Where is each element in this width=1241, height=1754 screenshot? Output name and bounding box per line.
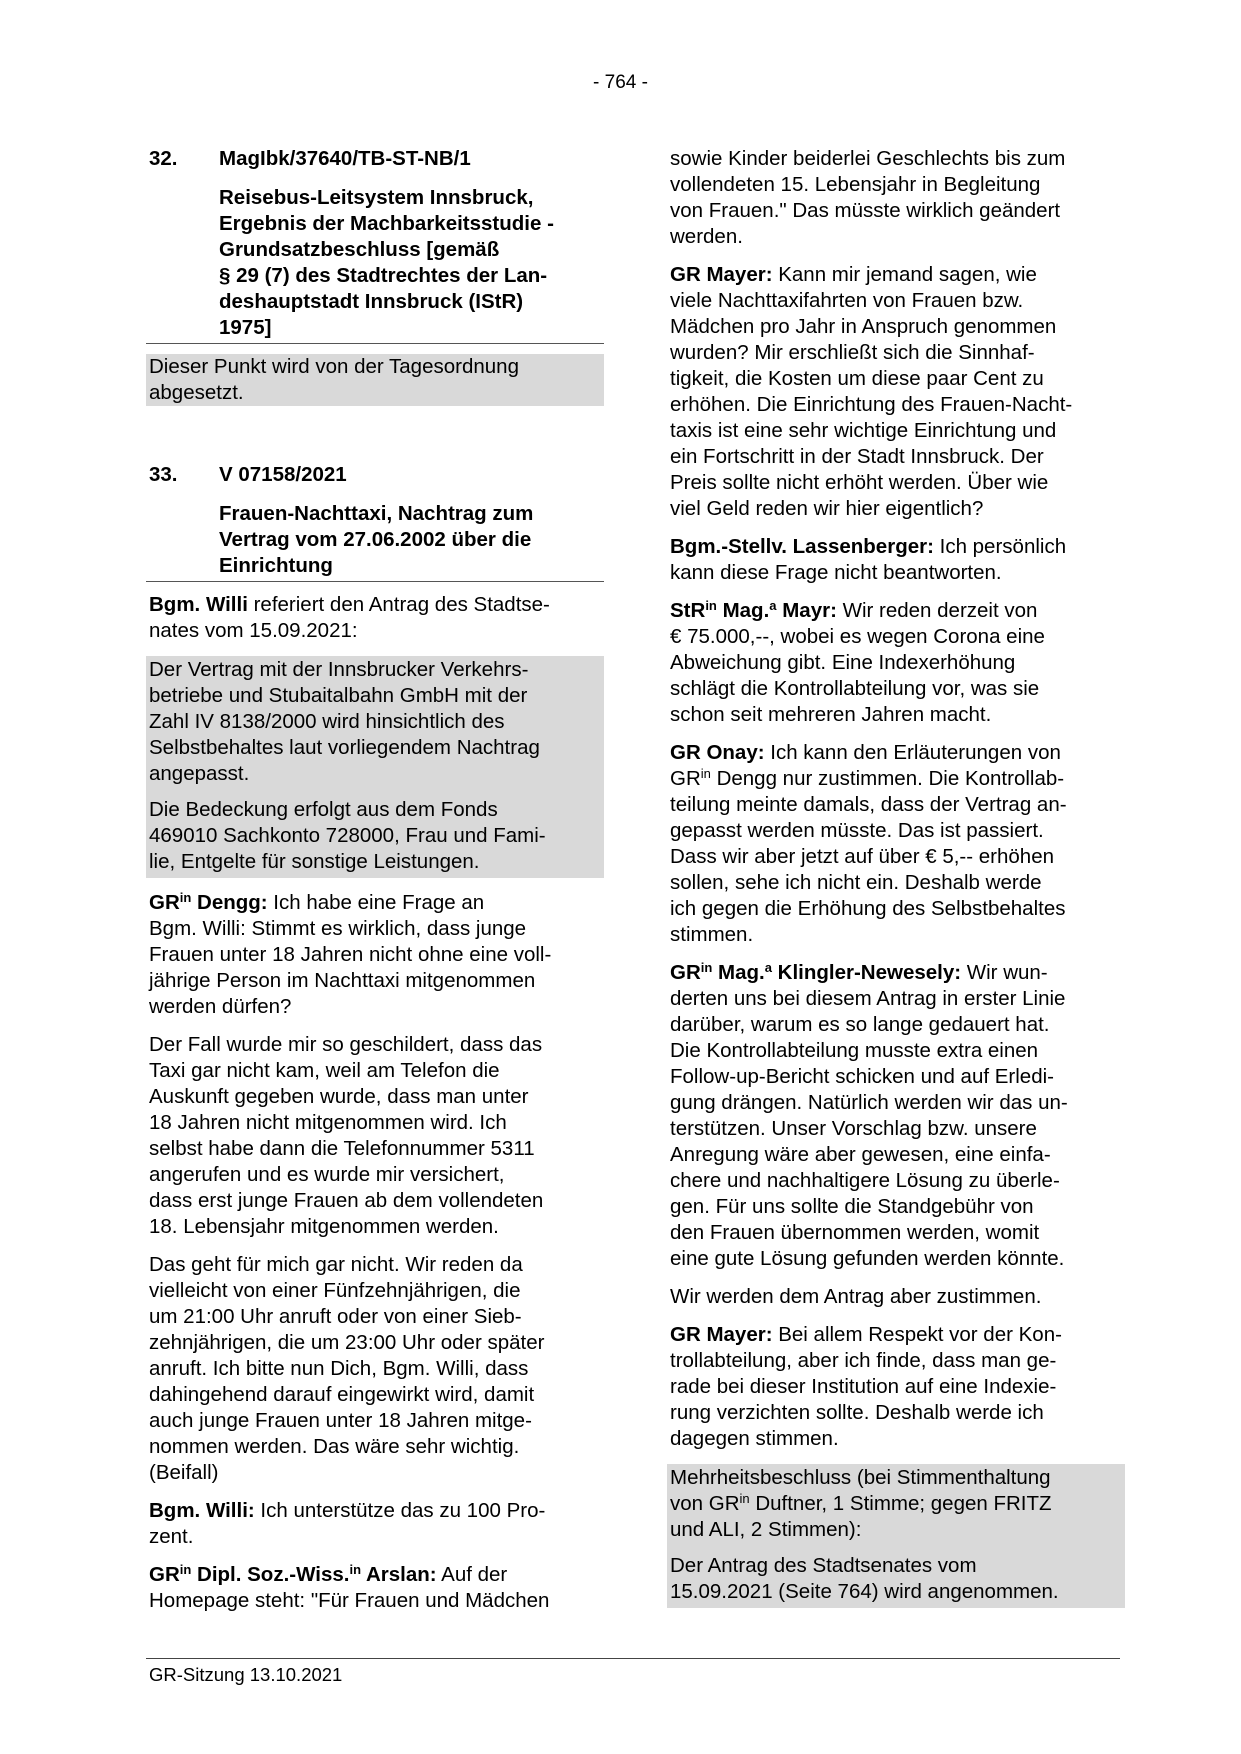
title-line: 1975] xyxy=(219,316,272,339)
title-line: Grundsatzbeschluss [gemäß xyxy=(219,238,500,261)
text-line: Auskunft gegeben wurde, dass man unter xyxy=(149,1085,529,1108)
paragraph xyxy=(146,1032,604,1240)
text-line: nates vom 15.09.2021: xyxy=(149,619,358,642)
text-line: Frauen unter 18 Jahren nicht ohne eine voll- xyxy=(149,943,552,966)
agenda-item-33-header xyxy=(146,462,604,488)
text-line: Taxi gar nicht kam, weil am Telefon die xyxy=(149,1059,500,1082)
title-line: Reisebus-Leitsystem Innsbruck, xyxy=(219,186,534,209)
text-line: den Frauen übernommen werden, womit xyxy=(670,1221,1040,1244)
text-line: viele Nachttaxifahrten von Frauen bzw. xyxy=(670,289,1024,312)
text-line: vollendeten 15. Lebensjahr in Begleitung xyxy=(670,173,1041,196)
text-line: $GR^{in}$ Dengg nur zustimmen. Die Kontrollab- xyxy=(670,765,1065,790)
vote-paragraph xyxy=(667,1464,1125,1552)
speaker-name: $GR^{in}$ Mag.$^a$ Klingler-Newesely: xyxy=(670,959,962,984)
speaker-name: StR$^{in}$ Mag.$^a$ Mayr: xyxy=(670,597,837,622)
agenda-item-33-title xyxy=(146,501,604,582)
text-line: gung drängen. Natürlich werden wir das un- xyxy=(670,1091,1068,1114)
paragraph-mayer xyxy=(667,262,1125,522)
text-line: Mehrheitsbeschluss (bei Stimmenthaltung xyxy=(670,1466,1051,1489)
text-line: Der Antrag des Stadtsenates vom xyxy=(670,1554,977,1577)
text-line: terstützen. Unser Vorschlag bzw. unsere xyxy=(670,1117,1037,1140)
text-line: Die Bedeckung erfolgt aus dem Fonds xyxy=(149,798,498,821)
agenda-item-32-title xyxy=(146,185,604,344)
paragraph-dengg xyxy=(146,890,604,1020)
text-line: Bei allem Respekt vor der Kon- xyxy=(772,1323,1062,1346)
text-line: Die Kontrollabteilung musste extra einen xyxy=(670,1039,1039,1062)
text-line: Zahl IV 8138/2000 wird hinsichtlich des xyxy=(149,710,505,733)
text-line: Ich persönlich xyxy=(933,535,1067,558)
paragraph-mayer-2 xyxy=(667,1322,1125,1452)
text-line: betriebe und Stubaitalbahn GmbH mit der xyxy=(149,684,528,707)
text-line: teilung meinte damals, dass der Vertrag an- xyxy=(670,793,1067,816)
text-line: Preis sollte nicht erhöht werden. Über wie xyxy=(670,471,1049,494)
text-line: sollen, sehe ich nicht ein. Deshalb werde xyxy=(670,871,1042,894)
text-line: 469010 Sachkonto 728000, Frau und Fami- xyxy=(149,824,546,847)
text-line: Wir wun- xyxy=(961,961,1048,984)
text-line: Ich kann den Erläuterungen von xyxy=(764,741,1061,764)
text-line: (Beifall) xyxy=(149,1461,219,1484)
paragraph xyxy=(667,1284,1125,1310)
text-line: rade bei dieser Institution auf eine Indexie- xyxy=(670,1375,1057,1398)
text-line: vielleicht von einer Fünfzehnjährigen, die xyxy=(149,1279,521,1302)
text-line: Anregung wäre aber gewesen, eine einfa- xyxy=(670,1143,1051,1166)
text-line: viel Geld reden wir hier eigentlich? xyxy=(670,497,984,520)
text-line: um 21:00 Uhr anruft oder von einer Sieb- xyxy=(149,1305,522,1328)
text-line: stimmen. xyxy=(670,923,754,946)
paragraph-klingler-newesely xyxy=(667,960,1125,1272)
speaker-name: $GR^{in}$ Dipl. Soz.-Wiss.$^{in}$ Arslan: xyxy=(149,1561,437,1586)
text-line: € 75.000,--, wobei es wegen Corona eine xyxy=(670,625,1045,648)
text-line: auch junge Frauen unter 18 Jahren mitge- xyxy=(149,1409,532,1432)
text-line: trollabteilung, aber ich finde, dass man ge- xyxy=(670,1349,1057,1372)
text-line: dagegen stimmen. xyxy=(670,1427,839,1450)
text-line: Kann mir jemand sagen, wie xyxy=(772,263,1037,286)
text-line: anruft. Ich bitte nun Dich, Bgm. Willi, dass xyxy=(149,1357,529,1380)
footer-divider xyxy=(146,1658,1120,1659)
text-line: ein Fortschritt in der Stadt Innsbruck. Der xyxy=(670,445,1044,468)
agenda-item-number: 33. xyxy=(149,463,178,486)
text-line: Dass wir aber jetzt auf über € 5,-- erhöhen xyxy=(670,845,1054,868)
text-line: Homepage steht: "Für Frauen und Mädchen xyxy=(149,1589,550,1612)
text-line: gepasst werden müsste. Das ist passiert. xyxy=(670,819,1044,842)
title-line: § 29 (7) des Stadtrechtes der Lan- xyxy=(219,264,548,287)
text-line: tigkeit, die Kosten um diese paar Cent zu xyxy=(670,367,1044,390)
text-line: selbst habe dann die Telefonnummer 5311 xyxy=(149,1137,535,1160)
text-line: Der Fall wurde mir so geschildert, dass das xyxy=(149,1033,543,1056)
text-line: eine gute Lösung gefunden werden könnte. xyxy=(670,1247,1065,1270)
text-line: Das geht für mich gar nicht. Wir reden da xyxy=(149,1253,523,1276)
text-line: sowie Kinder beiderlei Geschlechts bis zum xyxy=(670,147,1066,170)
paragraph xyxy=(146,1252,604,1486)
agenda-item-number: 32. xyxy=(149,147,178,170)
text-line: von Frauen." Das müsste wirklich geändert xyxy=(670,199,1061,222)
left-column xyxy=(146,146,604,1626)
paragraph-lassenberger xyxy=(667,534,1125,586)
paragraph xyxy=(667,146,1125,250)
resolution-paragraph xyxy=(667,1552,1125,1607)
text-line: Ich unterstütze das zu 100 Pro- xyxy=(254,1499,546,1522)
paragraph-arslan xyxy=(146,1562,604,1614)
paragraph-onay xyxy=(667,740,1125,948)
vote-result xyxy=(667,1464,1125,1608)
agenda-item-code: V 07158/2021 xyxy=(219,463,347,486)
title-line: Frauen-Nachttaxi, Nachtrag zum xyxy=(219,502,534,525)
text-line: 15.09.2021 (Seite 764) wird angenommen. xyxy=(670,1580,1059,1603)
text-line: lie, Entgelte für sonstige Leistungen. xyxy=(149,850,480,873)
text-line: schon seit mehreren Jahren macht. xyxy=(670,703,992,726)
text-line: Ich habe eine Frage an xyxy=(267,891,485,914)
text-line: Auf der xyxy=(436,1563,508,1586)
text-line: abgesetzt. xyxy=(149,381,244,404)
text-line: gen. Für uns sollte die Standgebühr von xyxy=(670,1195,1034,1218)
page-number: - 764 - xyxy=(593,72,648,93)
text-line: dahingehend darauf eingewirkt wird, damit xyxy=(149,1383,535,1406)
agenda-item-code: MagIbk/37640/TB-ST-NB/1 xyxy=(219,147,471,170)
text-line: angerufen und es wurde mir versichert, xyxy=(149,1163,505,1186)
agenda-item-32-header xyxy=(146,146,604,172)
text-line: jährige Person im Nachttaxi mitgenommen xyxy=(149,969,536,992)
paragraph-willi xyxy=(146,1498,604,1550)
text-line: Bgm. Willi: Stimmt es wirklich, dass junge xyxy=(149,917,527,940)
text-line: werden. xyxy=(670,225,743,248)
spacer xyxy=(146,418,604,462)
speaker-name: Bgm.-Stellv. Lassenberger: xyxy=(670,535,934,558)
speaker-name: Bgm. Willi: xyxy=(149,1499,255,1522)
text-line: Dieser Punkt wird von der Tagesordnung xyxy=(149,355,519,378)
speaker-name: GR Onay: xyxy=(670,741,765,764)
text-line: chere und nachhaltigere Lösung zu überle- xyxy=(670,1169,1060,1192)
text-line: Wir reden derzeit von xyxy=(836,599,1038,622)
text-line: kann diese Frage nicht beantworten. xyxy=(670,561,1002,584)
speaker-name: $GR^{in}$ Dengg: xyxy=(149,889,268,914)
text-line: ich gegen die Erhöhung des Selbstbehaltes xyxy=(670,897,1066,920)
text-line: derten uns bei diesem Antrag in erster Linie xyxy=(670,987,1066,1010)
text-line: Abweichung gibt. Eine Indexerhöhung xyxy=(670,651,1016,674)
title-line: Einrichtung xyxy=(219,554,333,577)
text-line: zent. xyxy=(149,1525,194,1548)
text-line: rung verzichten sollte. Deshalb werde ich xyxy=(670,1401,1044,1424)
text-line: und ALI, 2 Stimmen): xyxy=(670,1518,862,1541)
text-line: wurden? Mir erschließt sich die Sinnhaf- xyxy=(670,341,1035,364)
text-line: Der Vertrag mit der Innsbrucker Verkehrs- xyxy=(149,658,529,681)
text-line: darüber, warum es so lange gedauert hat. xyxy=(670,1013,1050,1036)
footer-session-label: GR-Sitzung 13.10.2021 xyxy=(149,1664,343,1685)
motion-text xyxy=(146,656,604,878)
title-line: Ergebnis der Machbarkeitsstudie - xyxy=(219,212,554,235)
text-line: Selbstbehaltes laut vorliegendem Nachtrag xyxy=(149,736,540,759)
text-line: von $GR^{in}$ Duftner, 1 Stimme; gegen FRITZ xyxy=(670,1490,1052,1515)
paragraph-mayr xyxy=(667,598,1125,728)
text-line: angepasst. xyxy=(149,762,250,785)
text-line: dass erst junge Frauen ab dem vollendeten xyxy=(149,1189,544,1212)
motion-paragraph xyxy=(146,796,604,877)
paragraph-willi-report xyxy=(146,592,604,644)
text-line: erhöhen. Die Einrichtung des Frauen-Nacht- xyxy=(670,393,1073,416)
text-line: 18 Jahren nicht mitgenommen wird. Ich xyxy=(149,1111,507,1134)
text-line: nommen werden. Das wäre sehr wichtig. xyxy=(149,1435,520,1458)
text-line: schlägt die Kontrollabteilung vor, was sie xyxy=(670,677,1040,700)
speaker-name: GR Mayer: xyxy=(670,263,773,286)
text-line: taxis ist eine sehr wichtige Einrichtung und xyxy=(670,419,1057,442)
agenda-item-32-note xyxy=(146,354,604,406)
speaker-name: Bgm. Willi xyxy=(149,593,248,616)
text-line: zehnjährigen, die um 23:00 Uhr oder später xyxy=(149,1331,545,1354)
motion-paragraph xyxy=(146,656,604,796)
text-line: 18. Lebensjahr mitgenommen werden. xyxy=(149,1215,499,1238)
text-line: Mädchen pro Jahr in Anspruch genommen xyxy=(670,315,1057,338)
text-line: Follow-up-Bericht schicken und auf Erledi- xyxy=(670,1065,1054,1088)
title-line: Vertrag vom 27.06.2002 über die xyxy=(219,528,532,551)
right-column xyxy=(667,146,1125,1620)
text-line: Wir werden dem Antrag aber zustimmen. xyxy=(670,1285,1042,1308)
text-line: werden dürfen? xyxy=(149,995,292,1018)
speaker-name: GR Mayer: xyxy=(670,1323,773,1346)
title-line: deshauptstadt Innsbruck (IStR) xyxy=(219,290,524,313)
text-line: referiert den Antrag des Stadtse- xyxy=(247,593,550,616)
